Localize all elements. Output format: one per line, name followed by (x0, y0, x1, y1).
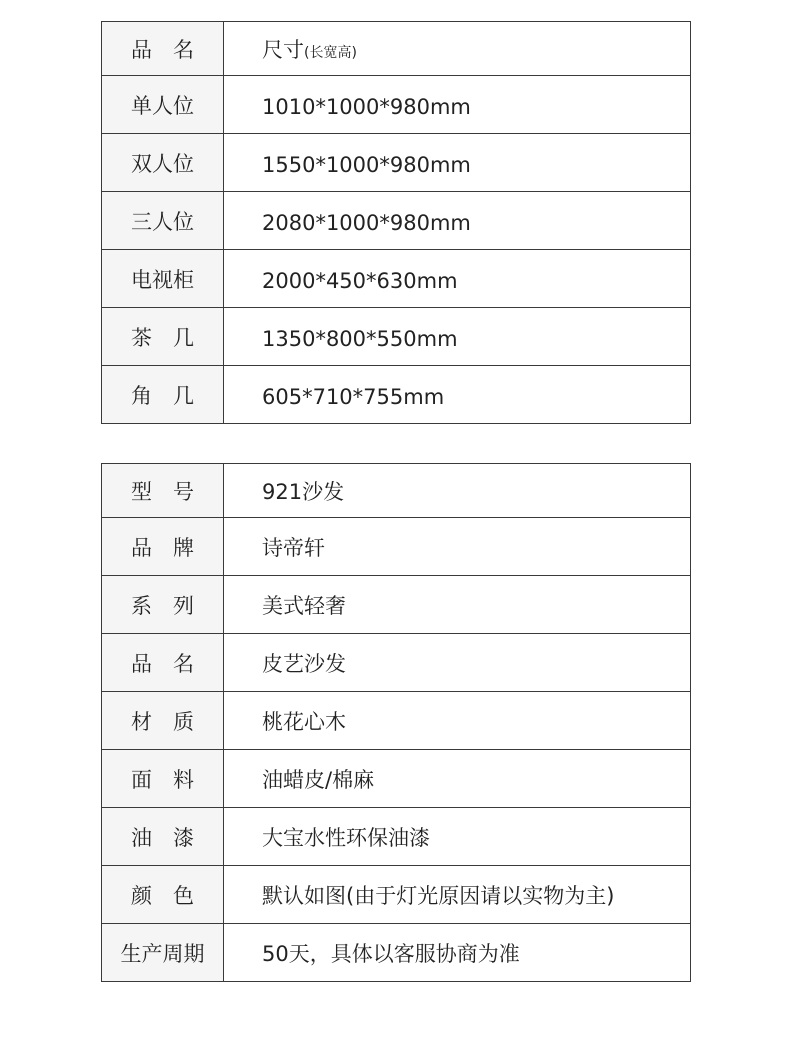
row-value-cell: 2080*1000*980mm (224, 192, 691, 250)
table-row (102, 308, 691, 366)
table-row (102, 692, 691, 750)
row-value-cell: 921沙发 (224, 464, 691, 518)
table-row (102, 576, 691, 634)
row-value-cell: 605*710*755mm (224, 366, 691, 424)
table-row (102, 366, 691, 424)
row-key-cell: 电视柜 (102, 250, 224, 308)
row-key-cell: 颜 色 (102, 866, 224, 924)
row-value-cell: 油蜡皮/棉麻 (224, 750, 691, 808)
header-value-sub: (长宽高) (304, 44, 357, 61)
row-key-cell: 系 列 (102, 576, 224, 634)
table-row (102, 634, 691, 692)
row-value-cell: 2000*450*630mm (224, 250, 691, 308)
row-key-cell: 茶 几 (102, 308, 224, 366)
row-value-cell: 默认如图(由于灯光原因请以实物为主) (224, 866, 691, 924)
row-value-cell: 50天，具体以客服协商为准 (224, 924, 691, 982)
row-key-cell: 双人位 (102, 134, 224, 192)
row-key-cell: 型 号 (102, 464, 224, 518)
row-value-cell: 诗帝轩 (224, 518, 691, 576)
table-row (102, 76, 691, 134)
spec-table (101, 463, 691, 982)
table-row (102, 250, 691, 308)
row-key-cell: 生产周期 (102, 924, 224, 982)
row-key-cell: 单人位 (102, 76, 224, 134)
table-row (102, 192, 691, 250)
header-value-cell (224, 22, 691, 76)
row-key-cell: 品 牌 (102, 518, 224, 576)
row-value-cell: 1350*800*550mm (224, 308, 691, 366)
table-row (102, 134, 691, 192)
table-row (102, 518, 691, 576)
row-key-cell: 面 料 (102, 750, 224, 808)
row-key-cell: 油 漆 (102, 808, 224, 866)
table-header-row (102, 22, 691, 76)
header-key-cell: 品 名 (102, 22, 224, 76)
row-value-cell: 1010*1000*980mm (224, 76, 691, 134)
row-key-cell: 三人位 (102, 192, 224, 250)
table-row (102, 808, 691, 866)
row-value-cell: 皮艺沙发 (224, 634, 691, 692)
row-value-cell: 大宝水性环保油漆 (224, 808, 691, 866)
row-value-cell: 美式轻奢 (224, 576, 691, 634)
table-row (102, 464, 691, 518)
row-key-cell: 材 质 (102, 692, 224, 750)
row-value-cell: 桃花心木 (224, 692, 691, 750)
table-row (102, 750, 691, 808)
table-row (102, 924, 691, 982)
size-table (101, 21, 691, 424)
row-key-cell: 角 几 (102, 366, 224, 424)
row-key-cell: 品 名 (102, 634, 224, 692)
table-row (102, 866, 691, 924)
header-value-main: 尺寸 (262, 37, 304, 62)
row-value-cell: 1550*1000*980mm (224, 134, 691, 192)
